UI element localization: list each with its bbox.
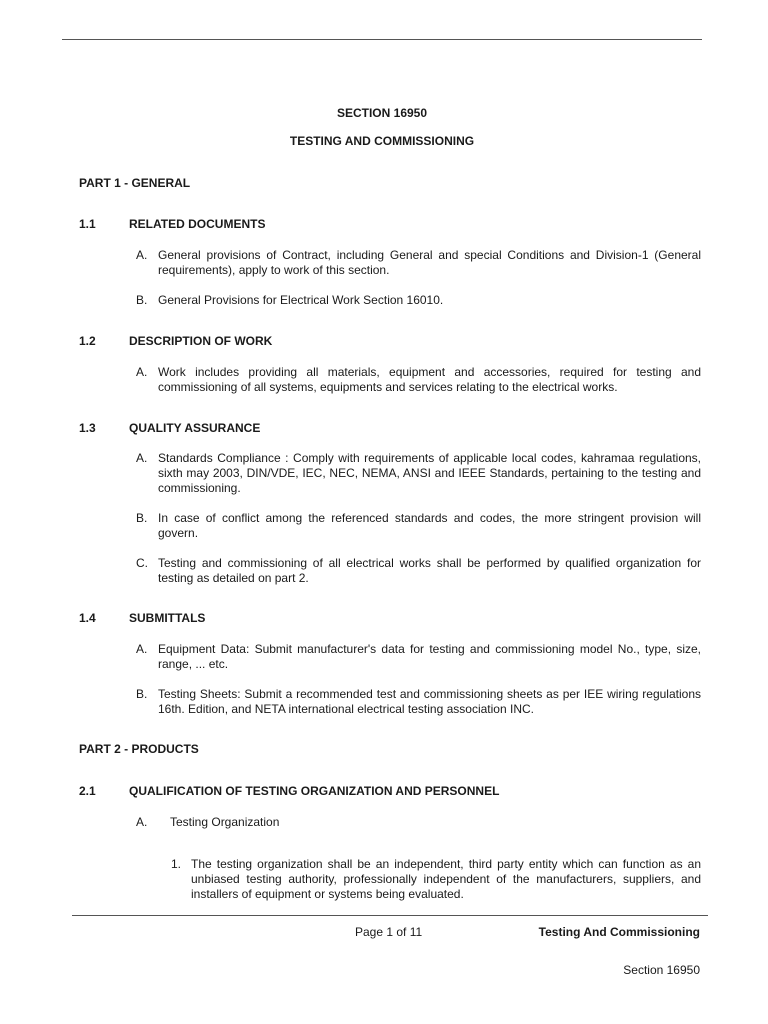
article-number: 1.4 <box>79 611 96 625</box>
paragraph-text: Work includes providing all materials, equipment and accessories, required for testing and commissioning of all systems, equipments and services relating to the electrical works. <box>158 365 701 394</box>
paragraph-text: General provisions of Contract, including General and special Conditions and Division-1 (General requirements), apply to work of this section. <box>158 248 701 277</box>
paragraph-item <box>136 556 701 586</box>
paragraph-letter: B. <box>136 511 148 525</box>
paragraph-letter: A. <box>136 451 148 465</box>
paragraph-letter: A. <box>136 815 148 829</box>
paragraph-item <box>136 293 701 308</box>
paragraph-text: Standards Compliance : Comply with requirements of applicable local codes, kahramaa regulations, sixth may 2003, DIN/VDE, IEC, NEC, NEMA, ANSI and IEEE Standards, pertaining to the testing and commissioning. <box>158 451 701 495</box>
paragraph-text: Testing Sheets: Submit a recommended test and commissioning sheets as per IEE wiring regulations 16th. Edition, and NETA international electrical testing association INC. <box>158 687 701 716</box>
article-number: 1.3 <box>79 421 96 435</box>
paragraph-item <box>136 815 701 830</box>
paragraph-item <box>136 248 701 278</box>
part-1-heading: PART 1 - GENERAL <box>79 176 191 190</box>
page-number: Page 1 of 11 <box>355 925 423 939</box>
footer-title: Testing And Commissioning <box>538 925 700 939</box>
article-number: 1.1 <box>79 217 96 231</box>
article-title: RELATED DOCUMENTS <box>129 217 266 231</box>
paragraph-item <box>136 687 701 717</box>
subparagraph-text: The testing organization shall be an independent, third party entity which can function as an unbiased testing authority, professionally independent of the manufacturers, suppliers, and installers of equipment or systems being evaluated. <box>191 857 701 901</box>
article-number: 2.1 <box>79 784 96 798</box>
article-title: QUALITY ASSURANCE <box>129 421 261 435</box>
article-title: QUALIFICATION OF TESTING ORGANIZATION AND PERSONNEL <box>129 784 500 798</box>
paragraph-item <box>136 365 701 395</box>
paragraph-text: Equipment Data: Submit manufacturer's data for testing and commissioning model No., type, size, range, ... etc. <box>158 642 701 671</box>
article-title: SUBMITTALS <box>129 611 206 625</box>
article-title: DESCRIPTION OF WORK <box>129 334 273 348</box>
paragraph-item <box>136 642 701 672</box>
header-rule <box>62 39 702 40</box>
paragraph-letter: A. <box>136 365 148 379</box>
paragraph-letter: B. <box>136 687 148 701</box>
footer-section: Section 16950 <box>623 963 700 977</box>
paragraph-letter: A. <box>136 248 148 262</box>
paragraph-item <box>136 451 701 496</box>
paragraph-text: In case of conflict among the referenced standards and codes, the more stringent provision will govern. <box>158 511 701 540</box>
paragraph-text: Testing and commissioning of all electrical works shall be performed by qualified organization for testing as detailed on part 2. <box>158 556 701 585</box>
paragraph-text: General Provisions for Electrical Work Section 16010. <box>158 293 444 307</box>
section-number: SECTION 16950 <box>336 106 428 120</box>
subparagraph-number: 1. <box>171 857 182 871</box>
article-number: 1.2 <box>79 334 96 348</box>
part-2-heading: PART 2 - PRODUCTS <box>79 742 199 756</box>
footer-rule <box>72 915 708 916</box>
paragraph-letter: A. <box>136 642 148 656</box>
paragraph-letter: B. <box>136 293 148 307</box>
paragraph-letter: C. <box>136 556 148 570</box>
paragraph-text: Testing Organization <box>170 815 280 829</box>
subparagraph-item <box>171 857 701 902</box>
paragraph-item <box>136 511 701 541</box>
section-title: TESTING AND COMMISSIONING <box>289 134 475 148</box>
